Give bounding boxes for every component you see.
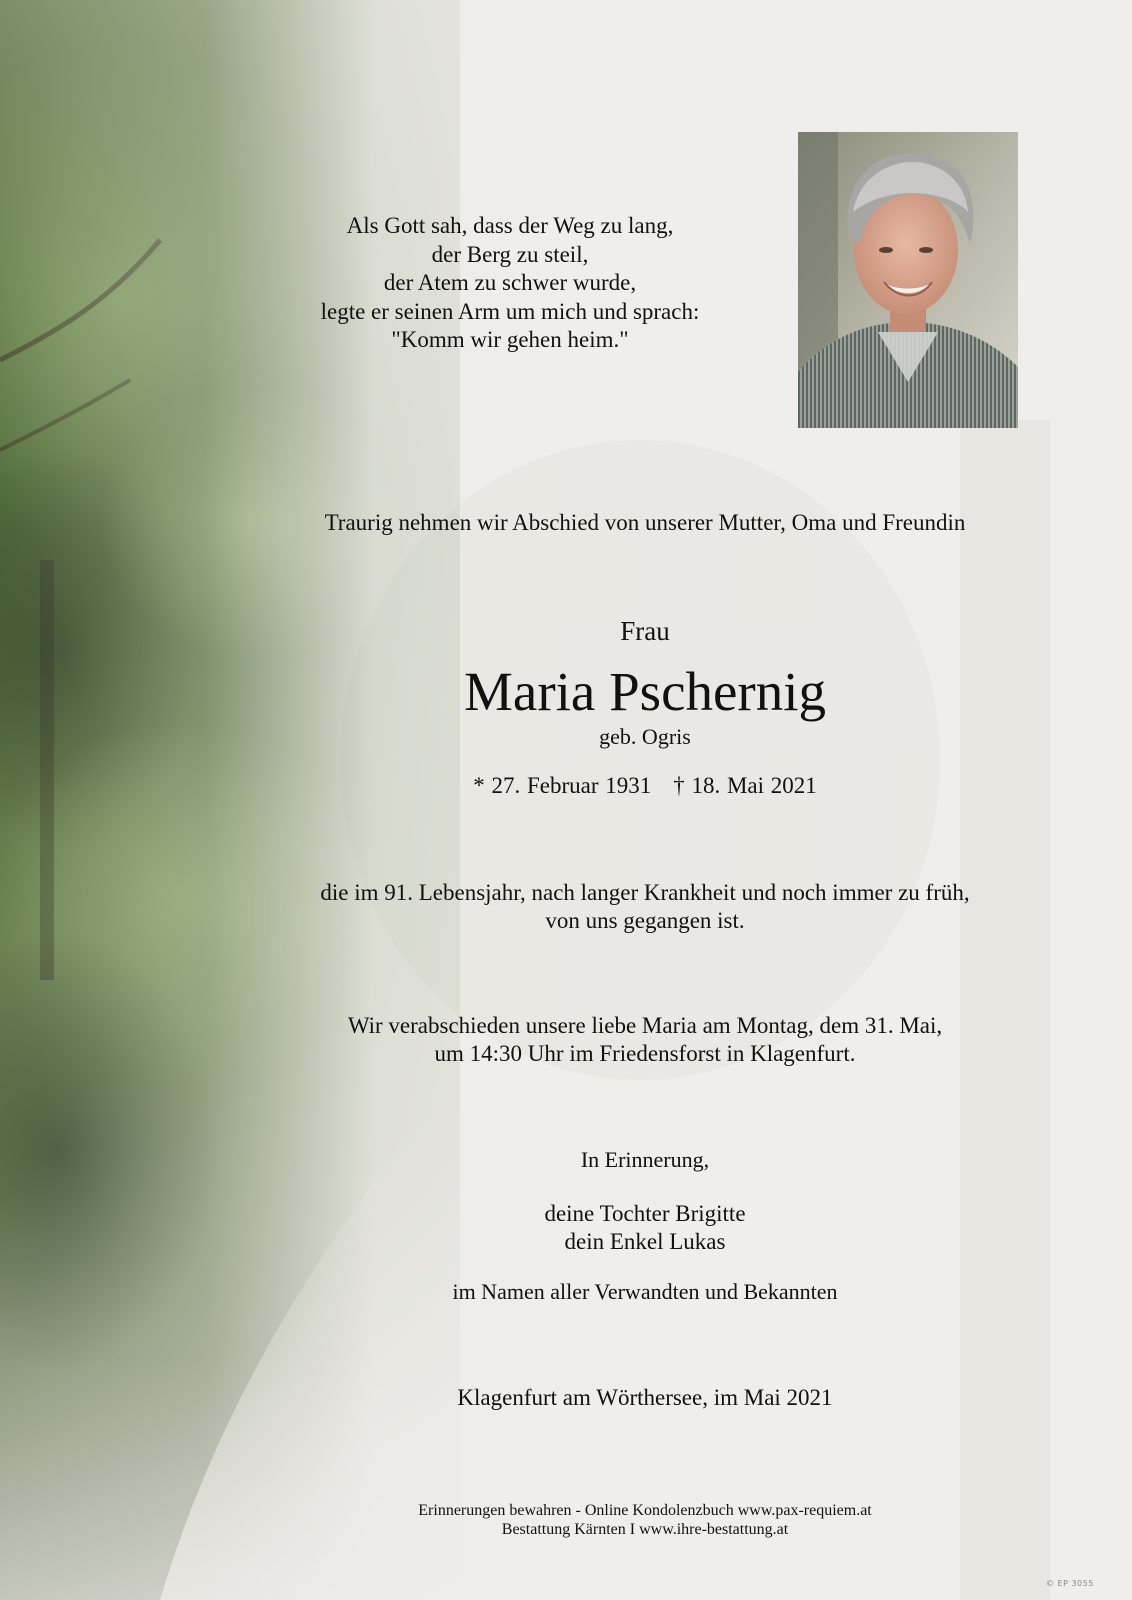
- poem-line: der Berg zu steil,: [431, 241, 589, 267]
- family-member: dein Enkel Lukas: [564, 1229, 726, 1254]
- funeral-text-line: Wir verabschieden unsere liebe Maria am Montag, dem 31. Mai,: [347, 1013, 943, 1038]
- family-list: [200, 1200, 1090, 1256]
- poem: [250, 212, 770, 355]
- birth-name: geb. Ogris: [599, 724, 691, 749]
- salutation: Frau: [620, 616, 670, 646]
- funeral-text-line: um 14:30 Uhr im Friedensforst in Klagenfurt.: [434, 1041, 856, 1066]
- funeral-text: [200, 1012, 1090, 1068]
- poem-line: Als Gott sah, dass der Weg zu lang,: [346, 213, 674, 238]
- portrait-photo: [798, 132, 1018, 428]
- poem-line: der Atem zu schwer wurde,: [383, 270, 637, 295]
- died-date: † 18. Mai 2021: [673, 773, 817, 798]
- poem-line: "Komm wir gehen heim.": [391, 327, 629, 352]
- deceased-name: Maria Pschernig: [464, 661, 826, 722]
- death-text-line: von uns gegangen ist.: [545, 908, 745, 933]
- poem-line: legte er seinen Arm um mich und sprach:: [320, 298, 700, 324]
- print-code: © EP 3055: [1046, 1579, 1094, 1588]
- death-text: [200, 879, 1090, 935]
- remembrance-text: In Erinnerung,: [580, 1147, 710, 1172]
- footer-funeral-home-line: Bestattung Kärnten I www.ihre-bestattung.at: [501, 1521, 789, 1538]
- life-dates: [200, 774, 1090, 797]
- born-date: * 27. Februar 1931: [473, 773, 652, 798]
- footer-condolence-line: Erinnerungen bewahren - Online Kondolenzbuch www.pax-requiem.at: [418, 1502, 872, 1519]
- family-member: deine Tochter Brigitte: [544, 1201, 746, 1226]
- footer: [200, 1501, 1090, 1539]
- death-text-line: die im 91. Lebensjahr, nach langer Krankheit und noch immer zu früh,: [320, 880, 970, 905]
- place-date: Klagenfurt am Wörthersee, im Mai 2021: [457, 1385, 833, 1410]
- relatives-text: im Namen aller Verwandten und Bekannten: [452, 1279, 838, 1304]
- intro-text: Traurig nehmen wir Abschied von unserer Mutter, Oma und Freundin: [324, 510, 966, 535]
